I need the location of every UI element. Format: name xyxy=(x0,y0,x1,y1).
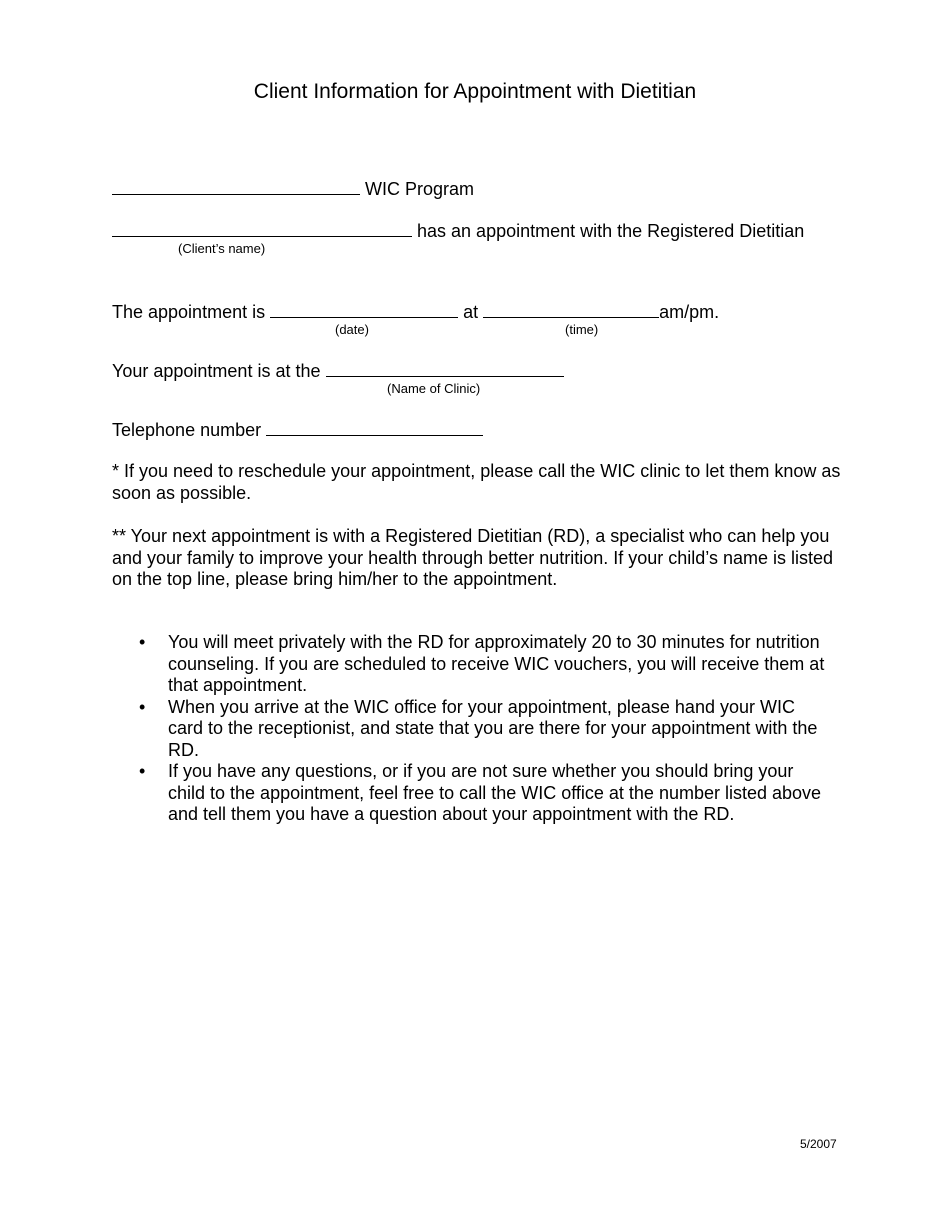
bullet-icon: • xyxy=(139,632,146,652)
wic-program-label: WIC Program xyxy=(365,179,475,199)
appointment-at: at xyxy=(463,302,479,322)
client-name-caption: (Client’s name) xyxy=(178,241,266,256)
info-bullet-list xyxy=(112,632,832,826)
wic-program-blank[interactable] xyxy=(112,178,360,195)
wic-program-line xyxy=(112,178,474,200)
list-item xyxy=(112,761,832,826)
reschedule-note: * If you need to reschedule your appointment, please call the WIC clinic to let them know as soon as possible. xyxy=(112,461,841,503)
list-item xyxy=(112,697,832,762)
list-item xyxy=(112,632,832,697)
clinic-line xyxy=(112,360,564,382)
date-caption: (date) xyxy=(335,322,369,337)
appointment-prefix: The appointment is xyxy=(112,302,266,322)
clinic-caption: (Name of Clinic) xyxy=(387,381,481,396)
next-appointment-note: ** Your next appointment is with a Registered Dietitian (RD), a specialist who can help you and your family to improve your health through better nutrition. If your child’s name is listed on the top line, please bring him/her to the appointment. xyxy=(112,526,834,589)
bullet-text: You will meet privately with the RD for approximately 20 to 30 minutes for nutrition counseling. If you are scheduled to receive WIC vouchers, you will receive them at that appointment. xyxy=(168,632,825,695)
bullet-text: If you have any questions, or if you are not sure whether you should bring your child to the appointment, feel free to call the WIC office at the number listed above and tell them you have a question about your appointment with the RD. xyxy=(168,761,822,824)
bullet-text: When you arrive at the WIC office for your appointment, please hand your WIC card to the receptionist, and state that you are there for your appointment with the RD. xyxy=(168,696,818,760)
telephone-blank[interactable] xyxy=(266,419,483,436)
client-name-blank[interactable] xyxy=(112,220,412,237)
footer-date: 5/2007 xyxy=(800,1137,837,1151)
telephone-line xyxy=(112,419,483,441)
date-blank[interactable] xyxy=(270,301,458,318)
telephone-prefix: Telephone number xyxy=(112,420,262,440)
clinic-name-blank[interactable] xyxy=(326,360,564,377)
time-blank[interactable] xyxy=(483,301,659,318)
time-caption: (time) xyxy=(565,322,599,337)
page-title: Client Information for Appointment with Dietitian xyxy=(253,80,697,103)
client-line-text: has an appointment with the Registered Dietitian xyxy=(417,221,805,241)
clinic-prefix: Your appointment is at the xyxy=(112,361,321,381)
bullet-icon: • xyxy=(139,696,146,717)
appointment-suffix: am/pm. xyxy=(659,302,720,322)
appointment-line xyxy=(112,301,719,323)
bullet-icon: • xyxy=(139,761,146,781)
client-name-line xyxy=(112,220,804,242)
